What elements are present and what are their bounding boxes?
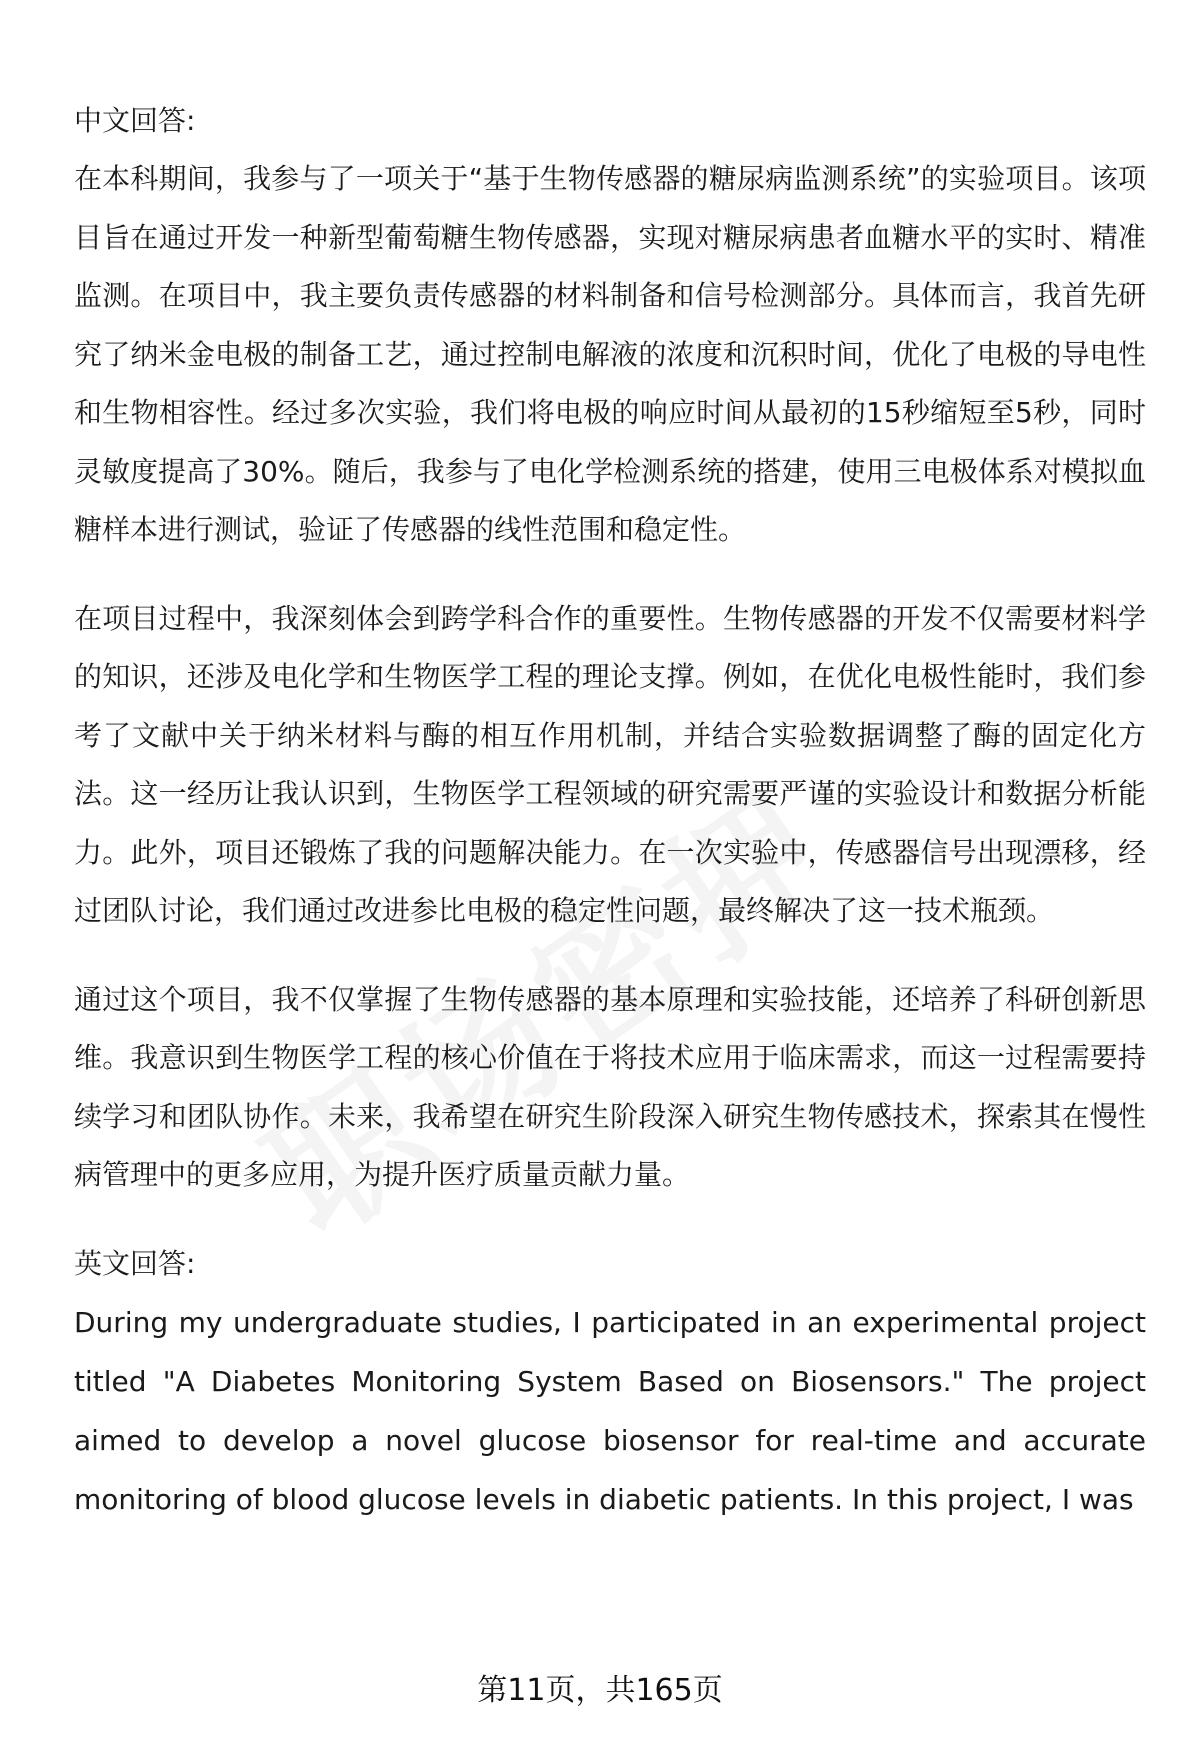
cn-paragraph-1: 在本科期间，我参与了一项关于“基于生物传感器的糖尿病监测系统”的实验项目。该项目旨在通过开发一种新型葡萄糖生物传感器，实现对糖尿病患者血糖水平的实时、精准监测。在项目中，我主要负责传感器的材料制备和信号检测部分。具体而言，我首先研究了纳米金电极的制备工艺，通过控制电解液的浓度和沉积时间，优化了电极的导电性和生物相容性。经过多次实验，我们将电极的响应时间从最初的15秒缩短至5秒，同时灵敏度提高了30%。随后，我参与了电化学检测系统的搭建，使用三电极体系对模拟血糖样本进行测试，验证了传感器的线性范围和稳定性。 xyxy=(74,162,1146,546)
cn-paragraph-3: 通过这个项目，我不仅掌握了生物传感器的基本原理和实验技能，还培养了科研创新思维。我意识到生物医学工程的核心价值在于将技术应用于临床需求，而这一过程需要持续学习和团队协作。未来，我希望在研究生阶段深入研究生物传感技术，探索其在慢性病管理中的更多应用，为提升医疗质量贡献力量。 xyxy=(74,982,1146,1191)
cn-answer-heading: 中文回答: xyxy=(74,104,196,137)
en-paragraph-1: During my undergraduate studies, I participated in an experimental project titled "A Diabetes Monitoring System Based on Biosensors." The project aimed to develop a novel glucose biosensor for real-time and accurate monitoring of blood glucose levels in diabetic patients. In this project, I was xyxy=(74,1305,1146,1516)
paragraph-spacer xyxy=(74,560,1146,590)
paragraph-spacer xyxy=(74,1205,1146,1235)
cn-paragraph-2: 在项目过程中，我深刻体会到跨学科合作的重要性。生物传感器的开发不仅需要材料学的知识，还涉及电化学和生物医学工程的理论支撑。例如，在优化电极性能时，我们参考了文献中关于纳米材料与酶的相互作用机制，并结合实验数据调整了酶的固定化方法。这一经历让我认识到，生物医学工程领域的研究需要严谨的实验设计和数据分析能力。此外，项目还锻炼了我的问题解决能力。在一次实验中，传感器信号出现漂移，经过团队讨论，我们通过改进参比电极的稳定性问题，最终解决了这一技术瓶颈。 xyxy=(74,601,1146,927)
document-body xyxy=(74,92,1146,1529)
en-answer-heading: 英文回答: xyxy=(74,1246,196,1280)
page-number-footer: 第11页，共165页 xyxy=(477,1673,723,1708)
paragraph-spacer xyxy=(74,941,1146,971)
